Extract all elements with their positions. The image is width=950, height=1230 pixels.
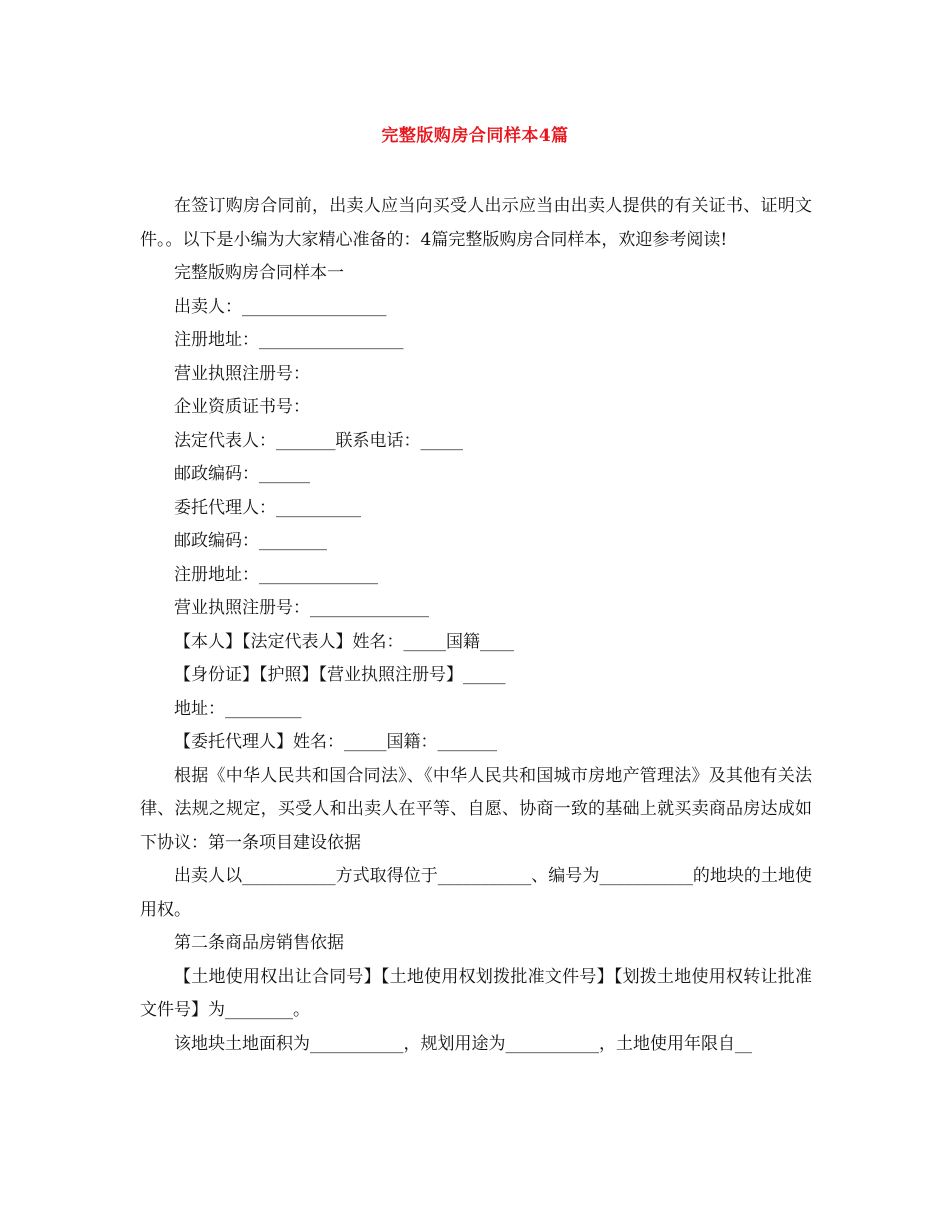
document-title: 完整版购房合同样本4篇 [381,126,569,146]
field-qualification-certificate-number: 企业资质证书号： [174,397,310,417]
legal-basis-paragraph: 根据《中华人民共和国合同法》、《中华人民共和国城市房地产管理法》及其他有关法律、法规之规定，买受人和出卖人在平等、自愿、协商一致的基础上就买卖商品房达成如下协议：第一条项目建设依据 [140,765,812,853]
field-buyer-agent: 【委托代理人】姓名：_____国籍：_______ [174,732,497,752]
field-registered-address-2: 注册地址：______________ [174,564,378,585]
article-two-heading: 第二条商品房销售依据 [174,933,344,953]
field-business-license-number: 营业执照注册号： [174,363,310,384]
field-buyer-name-nationality: 【本人】【法定代表人】姓名：_____国籍____ [174,631,514,652]
field-buyer-address: 地址：_________ [174,698,302,719]
land-use-right-paragraph: 出卖人以___________方式取得位于___________、编号为___________的地块的土地使用权。 [140,866,812,920]
intro-paragraph: 在签订购房合同前，出卖人应当向买受人出示应当由出卖人提供的有关证书、证明文件。。以下是小编为大家精心准备的：4篇完整版购房合同样本，欢迎参考阅读! [140,196,812,250]
field-registered-address: 注册地址：_________________ [174,330,404,350]
field-postal-code-2: 邮政编码：________ [174,531,327,551]
section-heading-sample-one: 完整版购房合同样本一 [174,263,344,283]
land-contract-number-paragraph: 【土地使用权出让合同号】【土地使用权划拨批准文件号】【划拨土地使用权转让批准文件号】为________。 [140,966,812,1020]
land-area-paragraph: 该地块土地面积为___________，规划用途为___________，土地使用年限自__ [174,1033,752,1054]
field-buyer-id-type: 【身份证】【护照】【营业执照注册号】_____ [174,665,506,685]
field-business-license-number-2: 营业执照注册号：______________ [174,598,429,618]
field-postal-code: 邮政编码：______ [174,464,310,484]
field-authorized-agent: 委托代理人：__________ [174,497,361,518]
field-seller: 出卖人：_________________ [174,296,387,317]
document-body [140,190,812,1061]
field-legal-representative-phone: 法定代表人：_______联系电话：_____ [174,430,463,451]
